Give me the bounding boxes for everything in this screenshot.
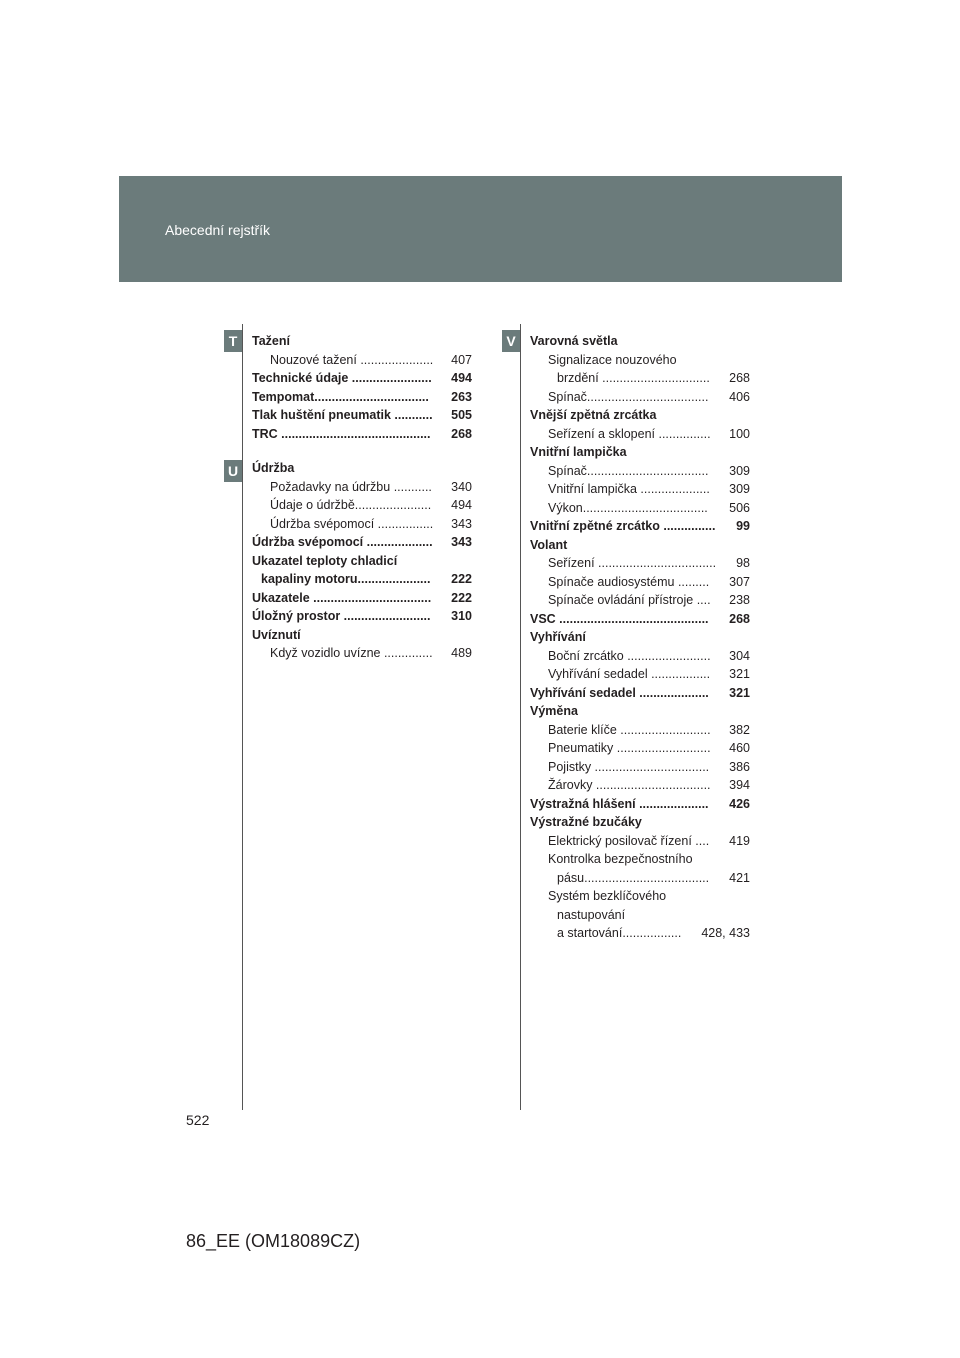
index-entry-page: 98 <box>736 556 750 570</box>
index-entry-page: 321 <box>729 667 750 681</box>
index-entry <box>530 480 750 499</box>
index-entry-label: Tažení <box>252 334 290 348</box>
index-entry <box>530 869 750 888</box>
section-letter-t: T <box>224 330 242 352</box>
index-entry-label: Spínače ovládání přístroje .... <box>548 593 711 607</box>
index-entry <box>530 517 750 536</box>
index-entry-label: pásu.................................... <box>557 870 710 885</box>
index-entry <box>530 332 750 351</box>
index-entry <box>252 552 472 571</box>
index-entry-page: 307 <box>729 574 750 589</box>
index-entry <box>530 554 750 573</box>
index-column-left <box>252 332 472 663</box>
index-entry <box>530 647 750 666</box>
index-entry <box>252 332 472 351</box>
index-entry <box>252 369 472 388</box>
section-letter-v: V <box>502 330 520 352</box>
index-entry-page: 222 <box>451 590 472 605</box>
index-entry-label: Pneumatiky ........................... <box>548 741 711 755</box>
index-entry-page: 238 <box>729 593 750 607</box>
index-entry-label: Spínače audiosystému ......... <box>548 574 710 589</box>
index-entry <box>530 628 750 647</box>
index-entry <box>252 533 472 552</box>
index-entry <box>252 388 472 407</box>
index-entry <box>252 425 472 444</box>
index-entry <box>530 739 750 758</box>
index-entry-label: Výkon.................................... <box>548 500 708 515</box>
index-entry-page: 310 <box>451 609 472 623</box>
section-letter-u: U <box>224 460 242 482</box>
index-entry-page: 304 <box>729 648 750 663</box>
index-entry-label: Baterie klíče .......................... <box>548 722 711 737</box>
document-code: 86_EE (OM18089CZ) <box>186 1231 361 1251</box>
index-entry <box>530 499 750 518</box>
column-divider-right <box>520 324 521 1110</box>
index-entry-label: Kontrolka bezpečnostního <box>548 852 693 866</box>
index-entry-label: a startování................. <box>557 926 682 940</box>
index-entry-page: 309 <box>729 463 750 478</box>
index-entry <box>252 478 472 497</box>
index-entry <box>530 536 750 555</box>
index-entry <box>530 906 750 925</box>
section-u-entries <box>252 459 472 663</box>
index-entry <box>530 758 750 777</box>
index-entry-label: VSC ........................................... <box>530 611 709 626</box>
index-entry <box>530 832 750 851</box>
index-entry-label: Výstražné bzučáky <box>530 815 642 829</box>
index-entry-label: brzdění ............................... <box>557 371 710 385</box>
index-entry-label: Tempomat................................. <box>252 389 429 404</box>
index-entry-page: 426 <box>729 796 750 811</box>
index-entry-page: 343 <box>451 516 472 531</box>
index-entry <box>252 515 472 534</box>
index-entry-page: 428, 433 <box>701 926 750 940</box>
index-entry-label: Boční zrcátko ........................ <box>548 648 711 663</box>
index-entry <box>530 610 750 629</box>
index-entry-label: Žárovky ................................. <box>548 778 711 792</box>
index-entry-label: Tlak huštění pneumatik ........... <box>252 408 433 422</box>
index-entry <box>530 684 750 703</box>
index-entry-label: Údržba svépomocí ................... <box>252 535 433 549</box>
index-entry-label: Vnitřní lampička .................... <box>548 482 710 496</box>
index-entry <box>530 850 750 869</box>
index-entry <box>530 721 750 740</box>
index-entry-page: 343 <box>451 535 472 549</box>
index-entry <box>252 589 472 608</box>
index-entry <box>252 406 472 425</box>
index-entry-label: Uvíznutí <box>252 627 301 642</box>
index-entry-label: kapaliny motoru..................... <box>261 572 431 586</box>
index-entry <box>530 795 750 814</box>
index-entry <box>252 626 472 645</box>
index-entry <box>530 369 750 388</box>
index-entry-page: 268 <box>729 611 750 626</box>
index-entry-label: Vyhřívání <box>530 630 586 644</box>
index-entry-label: TRC ........................................... <box>252 426 431 441</box>
index-entry-label: Signalizace nouzového <box>548 352 677 367</box>
index-entry-label: Vnitřní lampička <box>530 445 627 459</box>
index-entry <box>530 665 750 684</box>
index-entry <box>530 443 750 462</box>
index-column-right <box>530 332 750 943</box>
index-entry-page: 419 <box>729 833 750 848</box>
index-entry <box>530 924 750 943</box>
index-entry-label: Výstražná hlášení .................... <box>530 796 709 811</box>
index-entry-page: 268 <box>451 426 472 441</box>
index-entry-label: Vnější zpětná zrcátka <box>530 408 657 422</box>
index-entry-page: 494 <box>451 371 472 385</box>
index-entry-page: 421 <box>729 870 750 885</box>
index-entry <box>252 351 472 370</box>
index-entry-page: 340 <box>451 479 472 494</box>
index-entry-label: Výměna <box>530 704 578 718</box>
index-entry-label: Seřízení .................................. <box>548 556 717 570</box>
index-entry <box>530 462 750 481</box>
index-entry-label: Úložný prostor ......................... <box>252 609 431 623</box>
index-entry <box>530 388 750 407</box>
index-entry-label: Elektrický posilovač řízení .... <box>548 833 710 848</box>
column-divider-left <box>242 324 243 1110</box>
index-entry-page: 406 <box>729 389 750 404</box>
index-entry <box>252 607 472 626</box>
index-entry-label: Ukazatel teploty chladicí <box>252 553 398 568</box>
index-entry <box>530 776 750 795</box>
index-entry-label: nastupování <box>557 907 626 922</box>
index-entry-page: 460 <box>729 741 750 755</box>
index-entry-label: Požadavky na údržbu ........... <box>270 479 432 494</box>
index-entry-page: 263 <box>451 389 472 404</box>
index-entry-page: 309 <box>729 482 750 496</box>
index-entry <box>530 425 750 444</box>
header-title: Abecední rejstřík <box>165 222 271 238</box>
index-entry <box>530 406 750 425</box>
index-entry-label: Údaje o údržbě...................... <box>270 498 432 512</box>
index-entry-page: 222 <box>451 572 472 586</box>
index-entry-label: Technické údaje ....................... <box>252 371 432 385</box>
page-header <box>119 176 842 282</box>
index-entry-page: 489 <box>451 646 472 660</box>
index-entry-page: 494 <box>451 498 472 512</box>
index-entry-page: 268 <box>729 371 750 385</box>
index-entry-label: Vyhřívání sedadel .................... <box>530 685 709 700</box>
index-entry-label: Seřízení a sklopení ............... <box>548 426 711 441</box>
index-entry-label: Údržba <box>252 461 295 475</box>
index-entry-page: 506 <box>729 500 750 515</box>
index-entry <box>530 813 750 832</box>
index-entry <box>530 351 750 370</box>
page-number: 522 <box>186 1112 210 1128</box>
index-entry <box>252 570 472 589</box>
index-entry <box>530 591 750 610</box>
section-t-entries <box>252 332 472 443</box>
index-entry-label: Údržba svépomocí ................ <box>270 516 434 531</box>
index-entry-label: Systém bezklíčového <box>548 889 667 903</box>
index-entry-label: Když vozidlo uvízne .............. <box>270 646 433 660</box>
index-entry <box>530 573 750 592</box>
index-entry-label: Ukazatele .................................. <box>252 590 432 605</box>
index-entry <box>252 644 472 663</box>
index-entry-page: 505 <box>451 408 472 422</box>
index-entry-page: 394 <box>729 778 750 792</box>
index-entry-page: 100 <box>729 426 750 441</box>
index-entry <box>530 702 750 721</box>
index-entry-label: Volant <box>530 537 568 552</box>
index-entry-label: Pojistky ................................. <box>548 759 710 774</box>
index-entry <box>252 459 472 478</box>
section-v-entries <box>530 332 750 943</box>
index-entry-label: Varovná světla <box>530 334 618 348</box>
index-entry <box>252 496 472 515</box>
index-entry-label: Spínač................................... <box>548 463 709 478</box>
index-entry-page: 407 <box>451 352 472 367</box>
index-entry-label: Vyhřívání sedadel ................. <box>548 667 711 681</box>
index-entry-page: 99 <box>736 519 750 533</box>
index-entry-page: 321 <box>729 685 750 700</box>
index-entry <box>530 887 750 906</box>
index-entry-label: Vnitřní zpětné zrcátko ............... <box>530 519 716 533</box>
index-entry-page: 382 <box>729 722 750 737</box>
index-entry-label: Spínač................................... <box>548 389 709 404</box>
index-entry-page: 386 <box>729 759 750 774</box>
index-entry-label: Nouzové tažení ..................... <box>270 352 434 367</box>
